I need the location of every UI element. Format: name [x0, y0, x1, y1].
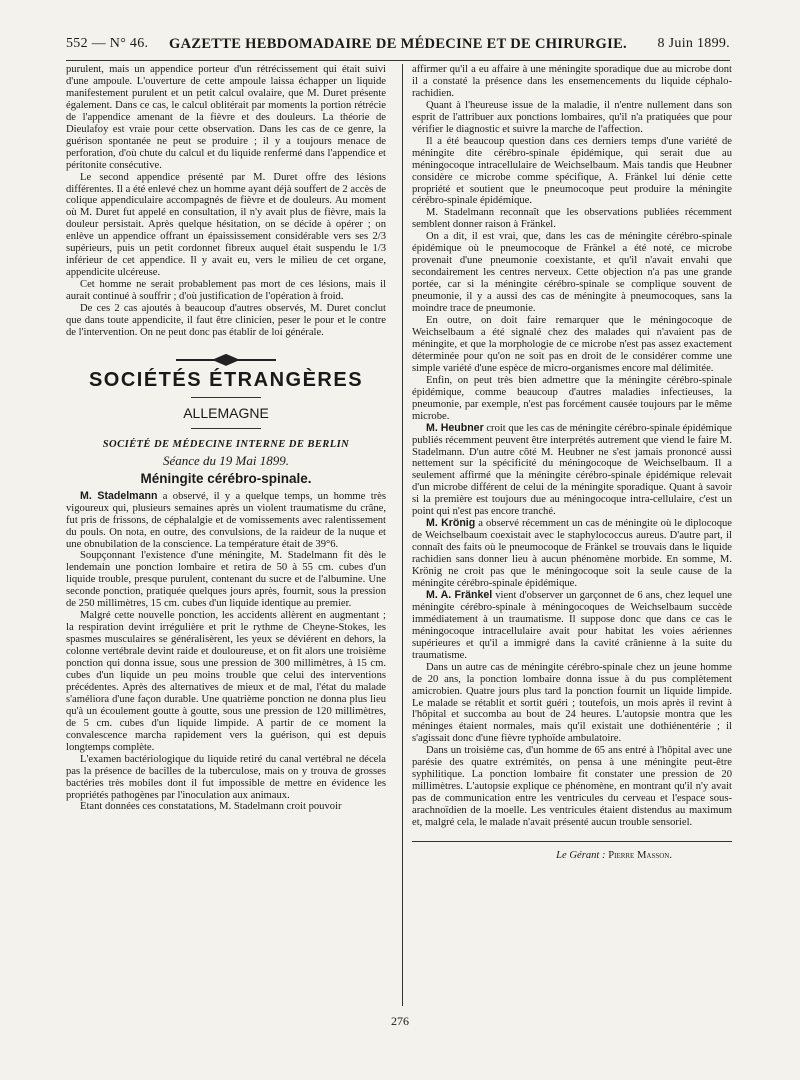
- paragraph: Dans un troisième cas, d'un homme de 65 ans entré à l'hôpital avec une parésie des quatre extrémités, on pensa à une méningite peut-être syphilitique. La ponction lombaire fit constater une pression de 20 millimètres. L'autopsie explique ce phénomène, en montrant qu'il n'y avait pas de communication entre les ventricules du cerveau et l'espace sous-arachnoïdien de la moelle. Les ventricules étaient distendus au maximum et, malgré cela, le malade n'avait présenté aucun trouble sensoriel.: [412, 745, 732, 829]
- paragraph: [412, 590, 732, 662]
- paragraph-text: vient d'observer un garçonnet de 6 ans, chez lequel une méningite cérébro-spinale à méningocoques de Weichselbaum succède immédiatement à un traumatisme. Il suppose donc que dans ce cas le méningocoque intracellulaire avait pour habitat les voies aériennes supérieures et qu'il a immigré dans la cavité crânienne à la suite du traumatisme.: [412, 589, 732, 661]
- speaker-name: M. Krönig: [426, 517, 476, 530]
- speaker-name: M. Stadelmann: [80, 489, 158, 502]
- subsection-title: ALLEMAGNE: [183, 404, 269, 421]
- paragraph: Quant à l'heureuse issue de la maladie, il n'entre nullement dans son esprit de l'attribuer aux ponctions lombaires, qu'il n'a pratiquées que pour vérifier le diagnostic et suivre la marche de l'affection.: [412, 99, 732, 135]
- section-rule: [191, 397, 261, 398]
- manager-name: Pierre Masson.: [608, 850, 672, 861]
- page-header: [66, 36, 730, 58]
- paragraph: En outre, on doit faire remarquer que le méningocoque de Weichselbaum a été signalé chez des malades qui n'avaient pas de méningite, et que la morphologie de ce microbe n'est pas assez exactement déterminée pour qu'on ne soit pas en droit de le considérer comme une simple variété d'une espèce de micro-organismes encore mal délimitée.: [412, 315, 732, 374]
- session-date: Séance du 19 Mai 1899.: [162, 452, 289, 468]
- manager-signature: [412, 850, 732, 862]
- column-separator: [402, 64, 403, 1006]
- manager-label: Le Gérant :: [556, 850, 609, 861]
- paragraph: Cet homme ne serait probablement pas mort de ces lésions, mais il aurait continué à souffrir ; d'où justification de l'opération à froid.: [66, 279, 386, 303]
- paragraph: De ces 2 cas ajoutés à beaucoup d'autres observés, M. Duret conclut que dans toute appendicite, il faut être clinicien, peser le pour et le contre de l'intervention. On ne peut donc pas établir de loi générale.: [66, 303, 386, 338]
- speaker-name: M. A. Fränkel: [426, 588, 493, 601]
- right-column: [412, 64, 732, 1064]
- paragraph: Dans un autre cas de méningite cérébro-spinale chez un jeune homme de 20 ans, la ponction lombaire donna issue à du pus complètement amicrobien. Quatre jours plus tard la ponction fournit un liquide limpide. Le malade se rétablit et sortit guéri ; toutefois, un mois après il revint à l'hôpital et succomba au bout de 24 heures. L'autopsie montra que les méninges étaient normales, mais qu'il existait une dothiénentérie ; il s'agissait donc d'une fièvre typhoïde ambulatoire.: [412, 661, 732, 745]
- paragraph: [412, 423, 732, 519]
- paragraph: [412, 518, 732, 590]
- paragraph: L'examen bactériologique du liquide retiré du canal vertébral ne décela pas la présence de bacilles de la tuberculose, mais on y trouva de grosses bactéries très mobiles dont il fut impossible de mettre en évidence les propriétés pathogènes par l'inoculation aux animaux.: [66, 753, 386, 801]
- paragraph: [66, 491, 386, 551]
- speaker-name: M. Heubner: [426, 421, 484, 434]
- left-column: [66, 64, 386, 1064]
- paragraph: M. Stadelmann reconnaît que les observations publiées récemment semblent donner raison à Fränkel.: [412, 207, 732, 231]
- paragraph: Soupçonnant l'existence d'une méningite, M. Stadelmann fit dès le lendemain une ponction lombaire et retira de 50 à 55 cm. cubes d'un liquide trouble, presque purulent, contenant du sucre et de l'albumine. Une seconde ponction, pratiquée quelques jours après, fournit, sous la pression de 250 millimètres, 15 cm. cubes d'un liquide identique au premier.: [66, 550, 386, 610]
- society-name: SOCIÉTÉ DE MÉDECINE INTERNE DE BERLIN: [102, 438, 350, 450]
- header-rule: [66, 60, 730, 61]
- article-title: Méningite cérébro-spinale.: [140, 470, 312, 486]
- issue-date: 8 Juin 1899.: [657, 36, 730, 51]
- journal-title: GAZETTE HEBDOMADAIRE DE MÉDECINE ET DE CHIRURGIE.: [169, 36, 627, 52]
- paragraph: affirmer qu'il a eu affaire à une méningite sporadique due au microbe dont il a constaté la présence dans les ensemencements du liquide céphalo-rachidien.: [412, 64, 732, 99]
- paragraph-text: croit que les cas de méningite cérébro-spinale épidémique publiés récemment peuvent être interprétés autrement que viend le faire M. Stadelmann. D'un autre côté M. Heubner ne s'est jamais prononcé aussi nettement sur la spécificité du méningocoque de Weichselbaum. Il a seulement affirmé que la méningite cérébro-spinale épidémique relevait d'un microbe différent de celui de la méningite sporadique. Quant à savoir si la première est toujours due au méningocoque intra-cellulaire, c'est un point qui n'est pas encore tranché.: [412, 422, 732, 518]
- subsection-rule: [191, 428, 261, 429]
- ornament-divider: [66, 353, 386, 367]
- page-folio: 276: [391, 1014, 409, 1028]
- paragraph: Le second appendice présenté par M. Duret offre des lésions différentes. Il a été enlevé chez un homme ayant déjà souffert de 2 accès de colique appendiculaire accompagnés de fièvre et de douleurs. Au moment où M. Duret fut appelé en consultation, il n'y avait plus de fièvre, mais la douleur persistait. Après quelque hésitation, on se décide à opérer ; on enlève un appendice offrant un épaississement considérable vers ses 2/3 supérieurs, puis un petit cordonnet fibreux auquel était suspendu le 1/3 inférieur de cet appendice. Il y avait eu, vers le milieu de cet organe, appendicite ulcéreuse.: [66, 171, 386, 279]
- paragraph: Il a été beaucoup question dans ces derniers temps d'une variété de méningite dite cérébro-spinale épidémique, qui serait due au méningocoque intracellulaire de Weichselbaum. Mais tandis que Heubner considère ce microbe comme spécifique, A. Fränkel lui dénie cette propriété et soutient que le pneumocoque peut produire la méningite cérébro-spinale épidémique.: [412, 135, 732, 207]
- paragraph: On a dit, il est vrai, que, dans les cas de méningite cérébro-spinale épidémique où le pneumocoque de Fränkel a été noté, ce microbe provenait d'une pneumonie coexistante, et qu'il n'avait envahi que secondairement les centres nerveux. Cette objection n'a pas une grande portée, car si la méningite cérébro-spinale se complique souvent de pneumonie, il y a aussi des cas de méningite à pneumocoques, sans la moindre trace de pneumonie.: [412, 231, 732, 315]
- paragraph: Etant données ces constatations, M. Stadelmann croit pouvoir: [80, 801, 342, 813]
- paragraph-text: a observé, il y a quelque temps, un homme très vigoureux qui, plusieurs semaines après un violent traumatisme du crâne, fut pris de frissons, de céphalalgie et de vomissements avec ralentissement du pouls. On nota, en outre, des convulsions, de la raideur de la nuque et une obnubilation de la conscience. La température était de 39°6.: [66, 490, 386, 550]
- paragraph-text: a observé récemment un cas de méningite où le diplocoque de Weichselbaum coexistait avec le staphylococcus aureus. D'autre part, il connaît des faits où le pneumocoque de Fränkel se trouvais dans le liquide rachidien sans donner lieu à aucun phénomène morbide. En somme, M. Krönig ne croit pas que le méningocoque soit la seule cause de la méningite cérébro-spinale épidémique.: [412, 518, 733, 589]
- section-title: SOCIÉTÉS ÉTRANGÈRES: [88, 368, 364, 391]
- paragraph: Malgré cette nouvelle ponction, les accidents allèrent en augmentant ; la respiration devint irrégulière et prit le rythme de Cheyne-Stokes, les spasmes musculaires se généralisèrent, les yeux se déviérent en dehors, la colonne vertébrale devint raide et douloureuse, et on fit alors une troisième ponction qui donna issue, sous une pression de 300 millimètres, à 15 cm. cubes d'un liquide un peu moins trouble que celui des interventions précédentes. Après des alternatives de mieux et de mal, l'état du malade s'améliora d'une façon durable. Une quatrième ponction ne donna plus lieu qu'à un écoulement goutte à goutte, sous une pression de 120 millimètres, de 5 cm. cubes d'un liquide limpide. A partir de ce moment la convalescence marcha rapidement vers la guérison, qui est depuis longtemps complète.: [66, 610, 386, 753]
- paragraph: Enfin, on peut très bien admettre que la méningite cérébro-spinale épidémique, comme beaucoup d'autres maladies infectieuses, la pneumonie, par exemple, n'est pas forcément causée toujours par le même microbe.: [412, 374, 732, 422]
- issue-number: 552 — N° 46.: [66, 36, 149, 51]
- footer-rule: [412, 841, 732, 842]
- paragraph: purulent, mais un appendice porteur d'un rétrécissement qui était suivi d'une ampoule. L'ouverture de cette ampoule laissa échapper un liquide manifestement purulent et un petit calcul ovalaire, que M. Duret présente également. Dans ce cas, le calcul oblitérait par moments la portion rétrécie de l'appendice amenant de la fièvre et des douleurs. La théorie de Dieulafoy est vraie pour cette observation. Dans les cas de ce genre, la guérison spontanée ne peut se produire ; il y a toujours menace de perforation, d'où chute du calcul et du liquide renfermé dans l'appendice et péritonite consécutive.: [66, 64, 386, 171]
